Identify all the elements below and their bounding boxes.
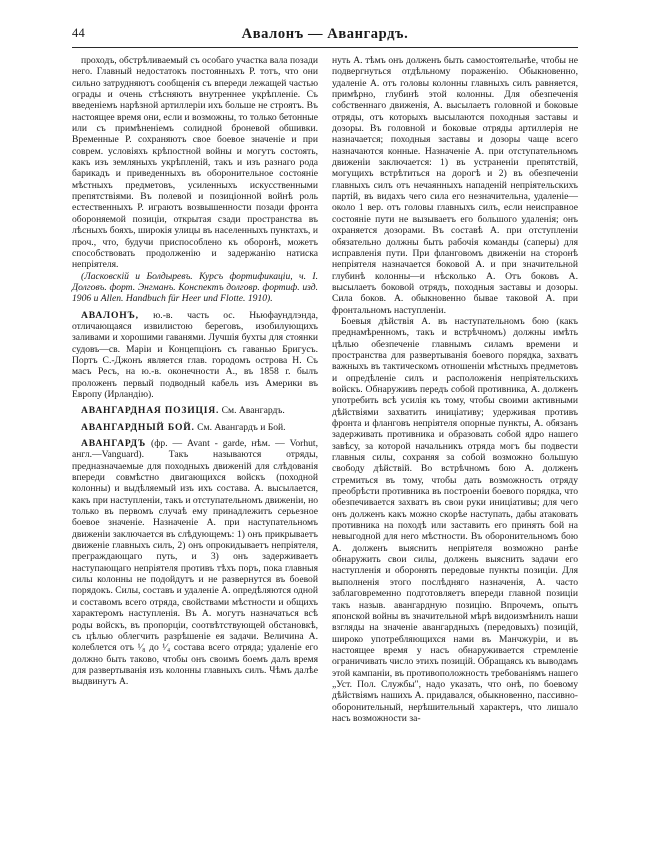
header-rule xyxy=(72,47,578,48)
entry-headword: АВАНГАРДНЫЙ БОЙ. xyxy=(81,421,195,433)
entry-text: (фр. — Avant - garde, нѣм. — Vorhut, англ.—Vanguard). Такъ называются отряды, предназначаемые для походныхъ движеній для слѣдованія впереди совмѣстно двигающихся войскъ (походной колонны) и выдѣляемый изъ ихъ состава. А. высылается, какъ при наступленіи, такъ и отступательномъ движеніи, но только въ первомъ случаѣ ему принадлежитъ серьезное боевое значеніе. Назначеніе А. при наступательномъ движеніи заключается въ слѣдующемъ: 1) онъ прикрываетъ движеніе главныхъ силъ, 2) онъ опрокидываетъ непріятеля, преграждающаго путь, и 3) онъ задерживаетъ наступающаго непріятеля противъ тѣхъ поръ, пока главныя силы колонны не подойдутъ и не развернутся въ боевой порядокъ. Силы, составъ и удаленіе А. опредѣляются одной и составомъ всего отряда, свойствами мѣстности и общихъ характеромъ наступленія. Въ А. могутъ назначаться всѣ роды войскъ, въ пропорціи, соотвѣтствующей обстановкѣ, съ цѣлью облегчить разрѣшеніе ея задачи. Величина А. колеблется отъ ¹⁄₈ до ¹⁄₄ состава всего отряда; удаленіе его должно быть таково, чтобы онъ своимъ боемъ далъ время для развертыванія изъ колонны главныхъ силъ. Чѣмъ далѣе выдвинутъ А. xyxy=(72,438,318,688)
entry-avalon xyxy=(72,310,318,401)
paragraph: Боевыя дѣйствія А. въ наступательномъ бою (какъ преднамѣренномъ, такъ и встрѣчномъ) должны имѣть цѣлью обезпеченіе главнымъ силамъ времени и пространства для развертыванія боевого порядка, захватъ важныхъ въ тактическомъ отношеніи мѣстныхъ предметовъ и опредѣленіе силъ и расположенія непріятельскихъ войскъ. Обнаруживъ передъ собой противника, А. долженъ употребить всѣ усилія къ тому, чтобы своими активными дѣйствіями захватить иниціативу; удерживая противъ фронта и фланговъ непріятеля опорные пункты, А. обязанъ задерживать противника и образовать собой ядро нашего завѣсу, за которой начальникъ отряда могъ бы подвести главныя силы, сохраняя за собой возможно большую свободу дѣйствій. Во встрѣчномъ бою А. долженъ стремиться въ тому, чтобы дать возможность отряду преобрѣсти противника въ построеніи боевого порядка, что обезпечивается захватъ въ свои руки иниціативы; для чего онъ долженъ какъ можно скорѣе наступать, дабы атаковать противника на походѣ или заставить его принять бой на невыгодной для него мѣстности. Въ оборонительномъ бою А. долженъ выяснить непріятеля возможно ранѣе обнаружить свои силы, должень выяснить задачи его наступленія и оборонять передовые пункты позиціи. Для выполненія этого послѣдняго назначенія, А. часто заблаговременно подготовляетъ впереди главной позиціи такъ назыв. авангардную позицію. Впрочемъ, опытъ японской войны въ значительной мѣрѣ видоизмѣнилъ наши взгляды на значеніе авангардныхъ (передовыхъ) позицій, широко употребляющихся нами въ Манчжуріи, и въ настоящее время у насъ обнаруживается стремленіе ограничивать число этихъ позицій. Обращаясь къ выводамъ этой кампаніи, въ противоположность требованіямъ нашего „Уст. Пол. Службы", надо указать, что онѣ, по боевому дѣйствіямъ нашихъ А. придавался, обыкновенно, пассивно-оборонительный, нерѣшительный характеръ, что лишало насъ возможности за- xyxy=(332,315,578,724)
entry-text: См. Авангардъ и Бой. xyxy=(197,421,286,433)
page-header xyxy=(0,26,650,46)
entry-avangardnyi-boi xyxy=(72,422,318,433)
entry-text: См. Авангардъ. xyxy=(221,405,285,417)
right-column xyxy=(332,55,578,835)
text-columns xyxy=(72,55,578,835)
running-title: Авалонъ — Авангардъ. xyxy=(241,26,409,42)
entry-avangardnaya-poziciya xyxy=(72,405,318,416)
entry-text: ю.-в. часть ос. Ньюфаундлэнда, отличающаяся извилистою береговъ, изобилующихъ заливами и хорошими гаванями. Лучшія бухты для стоянки судовъ—св. Маріи и Концепціонъ съ гаванью Бригусъ. Портъ С.-Джонъ является глав. городомъ острова Н. Съ масъ Ресъ, на ю.-в. оконечности А., въ 1858 г. былъ проложенъ первый подводный кабель изъ Америки въ Европу (Ирландію). xyxy=(72,309,318,400)
entry-headword: АВАЛОНЪ, xyxy=(81,309,139,321)
paragraph-citation: (Ласковскій и Болдыревъ. Курсъ фортификаціи, ч. I. Долговъ. форт. Энгманъ. Конспектъ долговр. фортиф. изд. 1906 и Allen. Handbuch für Heer und Flotte. 1910). xyxy=(72,270,318,305)
entry-headword: АВАНГАРДНАЯ ПОЗИЦІЯ. xyxy=(81,405,220,417)
entry-avangard xyxy=(72,438,318,688)
left-column xyxy=(72,55,318,835)
paragraph: проходъ, обстрѣливаемый съ особаго участка вала позади него. Главный недостатокъ постоянныхъ Р. тотъ, что они сильно затрудняютъ сообщенія съ впереди лежащей частью ограды и очень стѣсняютъ внутреннее укрѣпленіе. Съ введеніемъ нарѣзной артиллеріи ихъ больше не строятъ. Въ настоящее время они, если и возможны, то только бетонные или съ примѣненіемъ солидной броневой обшивки. Временные Р. сохраняютъ свое боевое значеніе и при соврем. условіяхъ крѣпостной войны и могутъ состоять, какъ изъ земляныхъ укрѣпленій, такъ и изъ разнаго рода барикадъ и приведенныхъ въ оборонительное состояніе мѣстныхъ предметовъ, усиленныхъ искусственными препятствіями. Въ полевой и позиціонной войнѣ роль естественныхъ Р. играютъ возвышенности позади фронта обороняемой позиціи, открытая сзади пространства въ лѣсныхъ бояхъ, широкія улицы въ населенныхъ пунктахъ, и проч., что, будучи приспособлено къ оборонѣ, можетъ способствовать продолженію и задержанію натиска непріятеля. xyxy=(72,55,318,271)
entry-headword: АВАНГАРДЪ xyxy=(81,438,147,449)
page-number: 44 xyxy=(72,26,85,40)
paragraph: нуть А. тѣмъ онъ долженъ быть самостоятельнѣе, чтобы не подвергнуться отдѣльному пораженію. Обыкновенно, удаленіе А. отъ головы колонны главныхъ силъ равняется, примѣрно, глубинѣ этой колонны. Для обезпеченія собственнаго движенія, А. высылаетъ головной и боковые отряды, отъ которыхъ высылаются походныя заставы и дозоры. Въ головной и боковые отряды артиллерія не назначается; походныя заставы и дозоры чаще всего назначаются конные. Назначеніе А. при отступательномъ движеніи заключается: 1) въ устраненіи препятствій, могущихъ встрѣтиться на дорогѣ и 2) въ обезпеченіи главныхъ силъ отъ нечаянныхъ нападеній непріятельскихъ партій, въ видахъ чего сила его незначительна, удаленіе—около 1 вер. отъ головы главныхъ силъ, если неисправное состояніе пути не вызываетъ его большого удаленія; онъ охраняется дозорами. Въ составѣ А. при отступленіи обязательно должны быть рабочія команды (саперы) для исправленія пути. При фланговомъ движеніи на сторонѣ непріятеля назначается боковой А. и при значительной глубинѣ колонны—и нѣсколько А. Отъ боковъ А. высылаетъ боковой отрядъ, походныя заставы и дозоры. Сила боков. А. обыкновенно бывае таковой А. при фронтальномъ наступленіи. xyxy=(332,55,578,316)
